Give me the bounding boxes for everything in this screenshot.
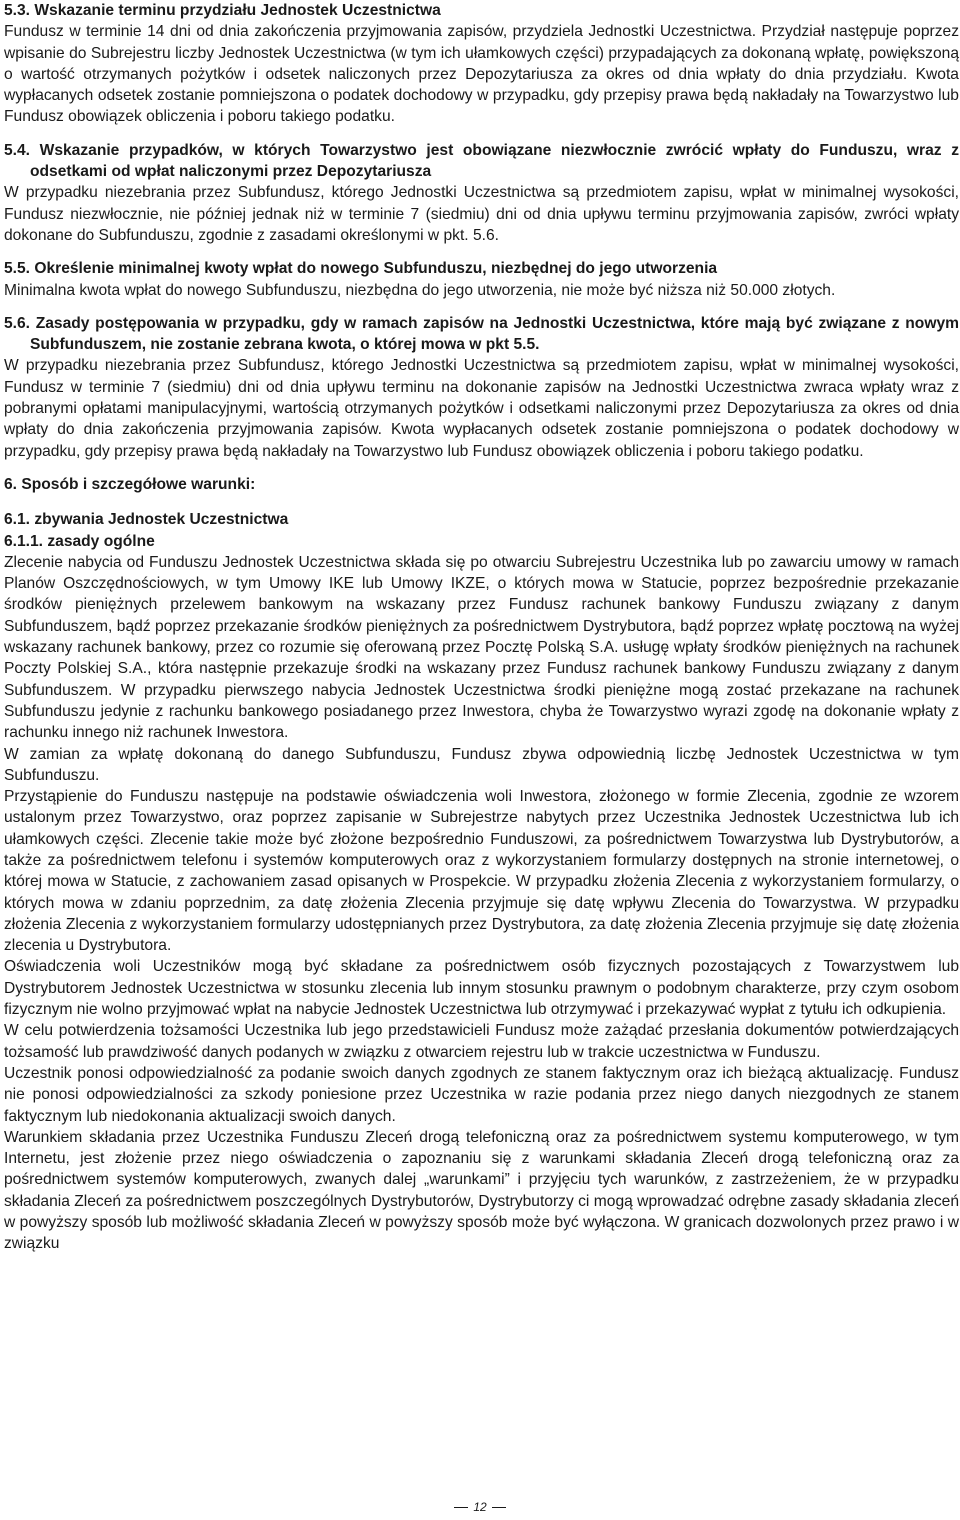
paragraph: W przypadku niezebrania przez Subfundusz, którego Jednostki Uczestnictwa są przedmiotem zapisu, wpłat w minimalnej wysokości, Fundusz niezwłocznie, nie później jednak niż w terminie 7 (siedmiu) dni od dnia upływu terminu przyjmowania zapisów, zwróci wpłaty dokonane do Subfunduszu, zgodnie z zasadami określonymi w pkt. 5.6. (4, 184, 959, 244)
section-5-6 (4, 313, 959, 462)
paragraph: Warunkiem składania przez Uczestnika Funduszu Zleceń drogą telefoniczną oraz za pośrednictwem systemu komputerowego, w tym Internetu, jest złożenie przez niego oświadczenia o zapoznaniu się z warunkami składania Zleceń drogą telefoniczną oraz za pośrednictwem systemów komputerowych, zwanych dalej „warunkami” i przyjęciu tych warunków, z zastrzeżeniem, że w przypadku składania Zleceń za pośrednictwem poszczególnych Dystrybutorów, Dystrybutorzy ci mogą wprowadzać odrębne zasady składania zleceń w powyższy sposób lub możliwość składania Zleceń w powyższy sposób może być wyłączona. W granicach dozwolonych przez prawo i w związku (4, 1128, 959, 1253)
footer-dash-left (454, 1507, 468, 1508)
paragraph: Oświadczenia woli Uczestników mogą być składane za pośrednictwem osób fizycznych pozostających z Towarzystwem lub Dystrybutorem Jednostek Uczestnictwa w stosunku zlecenia lub innym stosunku prawnym o podobnym charakterze, przy czym osobom fizycznym nie wolno przyjmować wpłat na nabycie Jednostek Uczestnictwa lub otrzymywać i przekazywać wypłat z tytułu ich odkupienia. (4, 958, 959, 1019)
paragraph: Fundusz w terminie 14 dni od dnia zakończenia przyjmowania zapisów, przydziela Jednostki Uczestnictwa. Przydział następuje poprzez wpisanie do Subrejestru liczby Jednostek Uczestnictwa (w tym ich ułamkowych części) przypadających za dokonaną wpłatę, powiększoną o wartość otrzymanych pożytków i odsetek naliczonych przez Depozytariusza za okres od dnia wpłaty do dnia przydziału. Kwota wypłacanych odsetek zostanie pomniejszona o podatek dochodowy w przypadku, gdy przepisy prawa będą nakładały na Towarzystwo lub Fundusz obowiązek obliczenia i poboru takiego podatku. (4, 23, 959, 126)
section-5-4 (4, 140, 959, 246)
page-number: 12 (473, 1500, 487, 1514)
paragraph: Uczestnik ponosi odpowiedzialność za podanie swoich danych zgodnych ze stanem faktycznym oraz ich bieżącą aktualizację. Fundusz nie ponosi odpowiedzialności za szkody poniesione przez Uczestnika w razie podania przez niego danych niezgodnych ze stanem faktycznym lub niedokonania aktualizacji swoich danych. (4, 1064, 959, 1125)
section-heading: 6.1. zbywania Jednostek Uczestnictwa (4, 511, 289, 529)
section-heading: 5.4. Wskazanie przypadków, w których Towarzystwo jest obowiązane niezwłocznie zwrócić wpłaty do Funduszu, wraz z odsetkami od wpłat naliczonymi przez Depozytariusza (4, 141, 959, 181)
section-6 (4, 474, 959, 495)
section-heading: 5.3. Wskazanie terminu przydziału Jednostek Uczestnictwa (4, 2, 441, 19)
paragraph: Zlecenie nabycia od Funduszu Jednostek Uczestnictwa składa się po otwarciu Subrejestru Uczestnika lub po zawarciu umowy w ramach Planów Oszczędnościowych, w tym Umowy IKE lub Umowy IKZE, o których mowa w Statucie, poprzez bezpośrednie przekazanie środków pieniężnych przelewem bankowym na wskazany przez Fundusz rachunek bankowy Funduszu związany z danym Subfunduszem, bądź poprzez przekazanie środków pieniężnych za pośrednictwem Dystrybutora, bądź poprzez wpłatę pocztową na wyżej wskazany rachunek bankowy, przez co rozumie się oferowaną przez Pocztę Polską S.A. usługę wpłaty środków pieniężnych na rachunek Poczty Polskiej S.A., która następnie przekazuje środki na wskazany przez Fundusz rachunek bankowy Funduszu związany z danym Subfunduszem. W przypadku pierwszego nabycia Jednostek Uczestnictwa środki pieniężne mogą zostać przekazane na rachunek Subfunduszu jedynie z rachunku bankowego posiadanego przez Inwestora, chyba że Towarzystwo wyrazi zgodę na dokonanie wpłaty z rachunku innego niż rachunek Inwestora. (4, 553, 959, 742)
paragraph: Minimalna kwota wpłat do nowego Subfunduszu, niezbędna do jego utworzenia, nie może być niższa niż 50.000 złotych. (4, 281, 836, 299)
section-5-5 (4, 258, 959, 301)
page-footer (0, 1500, 960, 1514)
section-heading: 6. Sposób i szczegółowe warunki: (4, 475, 256, 493)
footer-dash-right (492, 1507, 506, 1508)
paragraph: W przypadku niezebrania przez Subfundusz, którego Jednostki Uczestnictwa są przedmiotem zapisu, wpłat w minimalnej wysokości, Fundusz w terminie 7 (siedmiu) dni od dnia upływu terminu na dokonanie zapisów na Jednostki Uczestnictwa zwraca wpłaty wraz z pobranymi opłatami manipulacyjnymi, wartością otrzymanych pożytków i odsetkami naliczonymi przez Depozytariusza za okres od dnia wpłaty do dnia zakończenia przyjmowania zapisów. Kwota wypłacanych odsetek zostanie pomniejszona o podatek dochodowy w przypadku, gdy przepisy prawa będą nakładały na Towarzystwo lub Fundusz obowiązek obliczenia i poboru takiego podatku. (4, 357, 959, 460)
document-page (4, 0, 959, 1255)
paragraph: Przystąpienie do Funduszu następuje na podstawie oświadczenia woli Inwestora, złożonego w formie Zlecenia, zgodnie ze wzorem ustalonym przez Towarzystwo, oraz poprzez zapisanie w Subrejestrze nabytych przez Uczestnika Jednostek Uczestnictwa lub ich ułamkowych części. Zlecenie takie może być złożone bezpośrednio Funduszowi, za pośrednictwem Towarzystwa lub Dystrybutorów, a także za pośrednictwem telefonu i systemów komputerowych oraz z wykorzystaniem formularzy dostępnych na stronie internetowej, o której mowa w Statucie, z zachowaniem zasad opisanych w Prospekcie. W przypadku złożenia Zlecenia z wykorzystaniem formularzy, o których mowa w zdaniu poprzednim, za datę złożenia Zlecenia przyjmuje się datę wpływu Zlecenia do Towarzystwa. W przypadku złożenia Zlecenia z wykorzystaniem formularzy udostępnianych przez Dystrybutora, za datę złożenia Zlecenia przyjmuje się datę złożenia zlecenia u Dystrybutora. (4, 788, 959, 955)
section-6-1 (4, 509, 959, 1254)
paragraph: W zamian za wpłatę dokonaną do danego Subfunduszu, Fundusz zbywa odpowiednią liczbę Jednostek Uczestnictwa w tym Subfunduszu. (4, 745, 959, 784)
subsection-heading: 6.1.1. zasady ogólne (4, 532, 155, 550)
section-heading: 5.5. Określenie minimalnej kwoty wpłat do nowego Subfunduszu, niezbędnej do jego utworzenia (4, 260, 718, 278)
section-heading: 5.6. Zasady postępowania w przypadku, gdy w ramach zapisów na Jednostki Uczestnictwa, które mają być związane z nowym Subfunduszem, nie zostanie zebrana kwota, o której mowa w pkt 5.5. (4, 314, 959, 354)
section-5-3 (4, 0, 959, 128)
paragraph: W celu potwierdzenia tożsamości Uczestnika lub jego przedstawicieli Fundusz może zażądać przesłania dokumentów potwierdzających tożsamość lub prawdziwość danych podanych w związku z otwarciem rejestru lub w trakcie uczestnictwa w Funduszu. (4, 1022, 959, 1061)
